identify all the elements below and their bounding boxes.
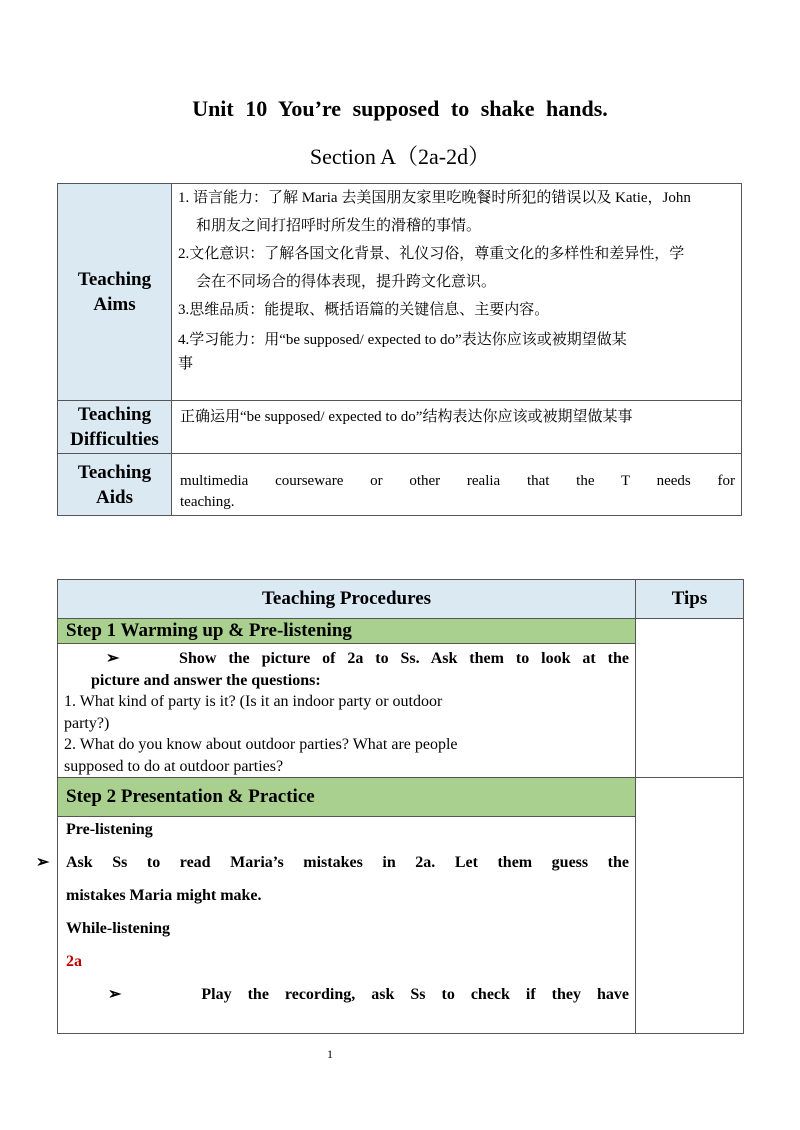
aids-content <box>172 454 742 516</box>
step2-tips-cell <box>636 778 744 1034</box>
tips-header: Tips <box>636 580 744 619</box>
aim-line: 和朋友之间打招呼时所发生的滑稽的事情。 <box>196 218 482 234</box>
difficulties-label: Teaching Difficulties <box>58 401 172 454</box>
aids-line: multimedia courseware or other realia that the T needs for <box>180 473 735 489</box>
document-subtitle: Section A（2a-2d） <box>309 144 491 169</box>
aim-line: 会在不同场合的得体表现，提升跨文化意识。 <box>196 274 497 290</box>
step1-question-cont: supposed to do at outdoor parties? <box>64 757 284 775</box>
aids-line: teaching. <box>180 494 235 510</box>
procedures-table <box>36 579 744 1034</box>
aims-content <box>172 184 742 401</box>
while-listening-heading: While-listening <box>66 920 171 937</box>
step2-title: Step 2 Presentation & Practice <box>58 778 636 817</box>
step1-question: 1. What kind of party is it? (Is it an indoor party or outdoor <box>64 693 443 710</box>
document-title: Unit 10 You’re supposed to shake hands. <box>192 96 608 121</box>
step1-instruction: Show the picture of 2a to Ss. Ask them to look at the <box>179 650 630 667</box>
page-number: 1 <box>327 1047 333 1061</box>
step1-question: 2. What do you know about outdoor parties? What are people <box>64 736 458 753</box>
step2-play: Play the recording, ask Ss to check if they have <box>201 986 630 1003</box>
step1-question-cont: party?) <box>64 714 110 732</box>
difficulties-content: 正确运用“be supposed/ expected to do”结构表达你应该或被期望做某事 <box>172 401 742 454</box>
bullet-arrow-icon: ➢ <box>106 650 120 667</box>
step1-instruction-cont: picture and answer the questions: <box>91 671 321 689</box>
aids-label: Teaching Aids <box>58 454 172 516</box>
step1-tips-cell <box>636 619 744 778</box>
bullet-arrow-icon: ➢ <box>108 986 122 1003</box>
aim-line: 1. 语言能力：了解 Maria 去美国朋友家里吃晚餐时所犯的错误以及 Katie，John <box>178 190 691 206</box>
aims-label: Teaching Aims <box>58 184 172 401</box>
step2-ask-cont: mistakes Maria might make. <box>66 887 262 904</box>
step1-content <box>58 644 636 778</box>
aim-line: 2.文化意识：了解各国文化背景、礼仪习俗，尊重文化的多样性和差异性，学 <box>178 246 685 262</box>
step1-title: Step 1 Warming up & Pre-listening <box>58 619 636 644</box>
step2-content <box>36 817 636 1034</box>
teaching-info-table <box>57 183 742 516</box>
bullet-arrow-icon: ➢ <box>36 854 50 871</box>
activity-2a-label: 2a <box>66 953 82 970</box>
aim-line: 4.学习能力：用“be supposed/ expected to do”表达你应该或被期望做某 <box>178 332 627 348</box>
aim-line: 事 <box>178 356 194 372</box>
procedures-header: Teaching Procedures <box>58 580 636 619</box>
aim-line: 3.思维品质：能提取、概括语篇的关键信息、主要内容。 <box>178 302 550 318</box>
pre-listening-heading: Pre-listening <box>66 821 153 838</box>
step2-ask: Ask Ss to read Maria’s mistakes in 2a. Let them guess the <box>66 854 629 871</box>
